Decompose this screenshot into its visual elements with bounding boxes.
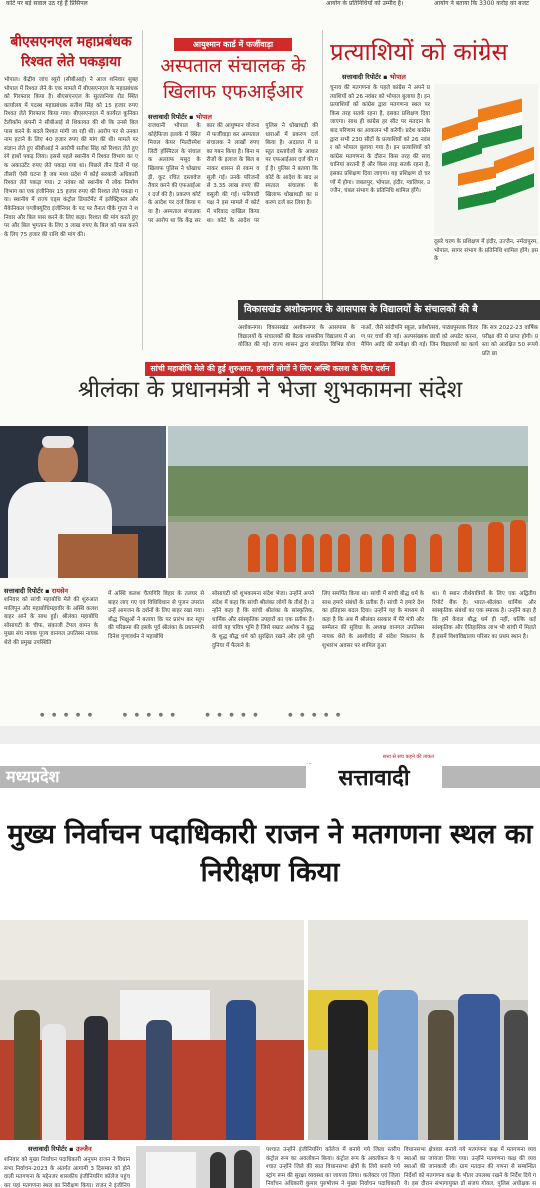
section-label: मध्यप्रदेश bbox=[6, 767, 60, 786]
election-headline: मुख्य निर्वाचन पदाधिकारी राजन ने मतगणना स्थल का निरीक्षण किया bbox=[7, 819, 533, 888]
sanchi-kicker: सांची महाबोधि मेले की हुई शुरुआत, हजारों लोगों ने लिए अस्थि कलश के किए दर्शन bbox=[145, 362, 396, 376]
top-strip-left: कोर्ट पर बड़े सवाल उठ रहे हैं प्रिंसिपल bbox=[6, 0, 88, 7]
sanchi-byline: सत्तावादी रिपोर्टर ▪ रायसेन bbox=[4, 587, 68, 595]
inspection-photo-2 bbox=[308, 920, 528, 1140]
story-school-right: कि सत्र 2022-23 वार्षिक परीक्षा की से प्राप्त होगी। प्रस्ता को आरक्षित 50 रूपये प्रति छा bbox=[482, 325, 538, 357]
sanchi-col-4: लिए समर्पित किया था। सांची में सांची बौद्ध धर्म के साथ हमारे संबंधों के प्रतीक हैं। सांची ने हमारे देश का इतिहास बदल दिया। उन्होंने यह के माध्यम से कहा है कि अब मैं श्रीलंका सरकार में मेरे मंत्री और सम्मेलन की सुविधा के अध्यक्ष वानगल उपतिस्स नायक थेरो के आशीर्वाद से संदेश निकलन के शुभारंभ अवसर पर शामिल हुआ bbox=[322, 591, 424, 649]
story-school-body: अशोकनगर। विकासखंड अशोकनगर के आसपास के विद्यालयों के संचालकों की बैठक शासकीय विद्यालय में आयोजित की गई। राज्य शासन द्वारा संचालित विभिन्न योजनाओं, जैसे सांदीपनि स्कूल, प्रवेशोत्सव, पाठ्यपुस्तक वितरण पर चर्चा की गई। अल्पसंख्यक छात्रों को अपडेट करना, मैपिंग आदि की समीक्षा की गई। जिन विद्यालयों का कार्य bbox=[238, 325, 478, 349]
story-congress-headline: प्रत्याशियों को कांग्रेस bbox=[330, 38, 508, 66]
election-byline: सत्तावादी रिपोर्टर ▪ उज्जैन bbox=[28, 1145, 92, 1153]
sanchi-kicker-wrap bbox=[0, 356, 540, 373]
newspaper-page-2 bbox=[0, 744, 540, 1188]
inspection-photo-1 bbox=[0, 920, 304, 1140]
story-ayushman bbox=[148, 38, 318, 105]
story-ayushman-byline: सत्तावादी रिपोर्टर ▪ भोपाल bbox=[148, 113, 212, 121]
story-ayushman-kicker: आयुश्मान कार्ड में फर्जीवाड़ा bbox=[174, 38, 292, 51]
sanchi-col-3: सोसायटी को शुभकामना संदेश भेजा। उन्होंने अपने संदेश में कहा कि सांची श्रीलंका लोगों के तीर्थ है। उन्होंने कहा है कि सांची श्रीलंका के सांस्कृतिक, धार्मिक और सांस्कृतिक उपहारों का एक प्रतीक है। सांची यह पवित्र भूमि है जिसे सम्राट अशोक ने बुद्ध के शुद्ध बौद्ध धर्म को सुरक्षित रखने और इसे पूरी दुनिया में फैलाने के bbox=[212, 591, 314, 649]
sanchi-headline: श्रीलंका के प्रधानमंत्री ने भेजा शुभकामना संदेश bbox=[77, 377, 463, 403]
sanchi-col-1: शनिवार को सांची महाबोधि मेले की शुरुआत मालिपुन और महाबोधिमहावीर के अस्थि कलश बाहर आने के साथ हुई। श्रीलंका महाबोधि सोसायटी के चीफ, संकाजी टेंपल वामन के मुख्य संघ नायक पूज्य वानगल उपतिस्स नायक थेरो की प्रमुख उपस्थिति bbox=[4, 597, 98, 646]
inspection-photo-3 bbox=[136, 1146, 260, 1188]
story-ayushman-headline: अस्पताल संचालक के खिलाफ एफआईआर bbox=[160, 55, 306, 103]
column-divider-2 bbox=[322, 30, 323, 320]
column-divider bbox=[142, 30, 143, 350]
top-strip-right-1: आयोग के प्रतिनिधियों को उम्मीद है। bbox=[326, 0, 404, 7]
registration-dots: ● ● ● ● ● ● ● ● ● ● ● ● ● ● ● ● ● ● ● ● bbox=[40, 712, 344, 718]
story-bsnl-body: भोपाल। केंद्रीय जांच ब्यूरो (सीबीआई) ने आज शनिवार सुबह भोपाल में रिश्वत लेने के एक मामले में बीएसएनएल के महाप्रबंधक को गिरफ्तार किया है। बीएसएनएल के सुल्तानिया रोड स्थित कार्यालय में पदस्थ महाप्रबंधक सतीश सिंह को 15 हजार रुपए रिश्वत लेते गिरफ्तार किया गया। बीएसएनएल में कार्यरत कुनिका टेलीकॉम कंपनी ने सीबीआई से शिकायत की थी कि उनसे बिल पास करने के बदले रिश्वत मांगी जा रही थी। आरोप पर से उनका नाम हटाने के लिए 40 हजार रुपए की मांग की थी। मामले पर संज्ञान लेते हुए सीबीआई ने आरोपी सतीश सिंह को रिश्वत लेते हुए रंगे हाथों पकड़ लिया। इससे पहले स्थानीय में रिश्वत विभाग का एक अकाउंटेंट रुपए लेते पकड़ा गया था। पिछले तीन दिनों में यह तीसरी ऐसी घटना है जब मध्य प्रदेश में कोई सरकारी अधिकारी रिश्वत लेते पकड़ा गया। 2 नवंबर को स्थानीय में लोक निर्माण विभाग का एक इंजीनियर 15 हजार रुपए की रिश्वत लेते पकड़ा गया। स्थानीय में राज्य एड्स कंट्रोल डिपार्टमेंट में इलेक्ट्रिकल और मैकेनिकल एग्जीक्यूटिव इंजीनियर के पद पर तैनात पीके गुप्ता ने शनिवार और बिल पास करने के लिए कहा। रिश्वत की मांग करते हुए पर और बिल भुगतान के लिए 3 लाख रुपए के बिल को पास करने के लिए 75 हजार की राशि की मांग की। bbox=[4, 77, 138, 238]
story-ayushman-body: राजधानी भोपाल के कोहेफिजा इलाके में स्थित मित्तल केयर मिल्टीस्पेशलिटी हॉस्पिटल के संचालक अल्ताफ मसूद के खिलाफ पुलिस ने धोखाधड़ी, कूट रचित दस्तावेज तैयार करने की एफआईआर दर्ज की है। प्रकरण कोर्ट के आदेश पर दर्ज किया गया है। अस्पताल संचालक पर आरोप था कि केंद्र सरकार की आयुष्मान योजना में फर्जीवाड़ा कर अस्पताल संचालक ने लाखों रुपए का गबन किया है। बिना मरीजों के इलाज के बिल बनाकर शासन से रकम वसूली गई। उनके परिजनों से 3.35 लाख रुपए की वसूली की गई। फरियादी पक्ष ने इस मामले में कोर्ट में परिवाद दाखिल किया था। कोर्ट के आदेश पर पुलिस ने धोखाधड़ी की धाराओं में प्रकरण दर्ज किया है। अदालत में प्रस्तुत दस्तावेजों के आधार पर एफआईआर दर्ज की गई है। पुलिस ने बताया कि कोर्ट के आदेश के बाद अस्पताल संचालक के खिलाफ धोखाधड़ी का प्रकरण दर्ज कर लिया है। bbox=[148, 123, 318, 224]
congress-flags-photo bbox=[434, 84, 538, 236]
election-col-1: शनिवार को मुख्य निर्वाचन पदाधिकारी अनुपम राजन ने विधानसभा निर्वाचन-2023 के अंतर्गत आगामी 3 दिसम्बर को होने वाली मतगणना के मद्देनजर शासकीय इंजीनियरिंग कॉलेज पहुंचकर यहां मतगणना स्थल का निरीक्षण किया। राजन ने इंजीनिय bbox=[4, 1157, 130, 1188]
sri-lanka-pm-photo bbox=[0, 426, 166, 578]
story-bsnl bbox=[4, 32, 138, 326]
section-band bbox=[0, 766, 540, 788]
election-col-4: विधानसभा क्षेत्रवार बनाये गये मतगणना कक्ष में मतगणना व्यवस्थाओं का जायजा लिया गया। उन्होंने मतगणना कक्ष की व्यवस्थाओं की जानकारी ली। ग्राम मतदान की गणना से सम्बन्धित निर्देशों को मतगणना कक्ष के भीतर उपलब्ध रखने के निर्देश दिये गये। इस दौरान संभागायुक्त डॉ संजय गोयल, पुलिस अधीक्षक स bbox=[404, 1147, 536, 1188]
story-congress-body2: दूसरे चरण के प्रशिक्षण में इंदौर, उज्जैन, नर्मदापुरम, भोपाल, सागर संभाग के प्रतिनिधि शामिल होंगे। इसके bbox=[434, 239, 538, 263]
masthead-tagline: सत्ता से सच कहने की ताकत bbox=[382, 754, 434, 760]
masthead-box bbox=[306, 764, 442, 792]
election-col-3: पश्चात उन्होंने इंजीनियरिंग कॉलेज में बनाये गये जिला स्तरीय कंट्रोल रूम का अवलोकन किया। कंट्रोल रूम के अवलोकन के पश्चात उन्होंने जिले की सात विधानसभा क्षेत्रों के लिये बनाये गये स्ट्रांग रूम की सुरक्षा व्यवस्था का जायजा लिया। कलेक्टर एवं जिला निर्वाचन अधिकारी कुमार पुरुषोत्तम ने मुख्य निर्वाचन पदाधिकारी bbox=[266, 1147, 400, 1188]
sanchi-procession-photo bbox=[168, 426, 528, 578]
story-congress-byline: सत्तावादी रिपोर्टर ▪ भोपाल bbox=[342, 73, 406, 81]
masthead-name: सत्तावादी bbox=[338, 766, 410, 791]
story-congress-body: चुनाव की मतगणना के पहले कांग्रेस ने अपने प्रत्याशियों को 26 नवंबर को भोपाल बुलाया है। इन प्रत्याशियों को कांग्रेस द्वारा मतगणना स्थल पर किस तरह सतर्क रहना है, इसका प्रशिक्षण दिया जाएगा। साथ ही कांग्रेस हर सीट पर मतदान के बाद परिणाम का आकलन भी करेगी। प्रदेश कांग्रेस द्वारा सभी 230 सीटों के प्रत्याशियों को 26 नवंबर को भोपाल बुलाया गया है। इन प्रत्याशियों को कांग्रेस मतगणना के दौरान किस तरह की सावधानियां बरतनी हैं और किस तरह सतर्क रहना है, इसका प्रशिक्षण दिया जाएगा। यह प्रशिक्षण दो चरणों में होगा। जबलपुर, भोपाल, इंदौर, ग्वालियर, उज्जैन, चंबल संभाग के प्रतिनिधि शामिल होंगे। bbox=[330, 85, 430, 195]
sanchi-col-2: में अस्थि कलश चैत्यगिरि विहार के तलघर से बाहर लाए गए एवं विधिविधान से पूजन उपरांत उन्हें आमजन के दर्शनों के लिए बाहर रखा गया। बौद्ध भिक्षुओं ने बताया कि पर प्रारंभ कर स्तूप की परिक्रमा की इसके पूर्व श्रीलंका के प्रधानमंत्री दिनेश गुणावर्धन ने महाबोधि bbox=[108, 591, 204, 640]
story-bsnl-headline: बीएसएनएल महाप्रबंधक रिश्वत लेते पकड़ाया bbox=[10, 34, 132, 70]
sanchi-col-5: था। ये स्थान तीर्थयात्रियों के लिए एक अद्वितीय रिपोर्ट बैंक है। भारत-श्रीलंका धार्मिक और सांस्कृतिक संबंधों का एक स्मारक है। उन्होंने कहा है कि हमें केवल बौद्ध धर्म ही नहीं, बल्कि कई सांस्कृतिक और ऐतिहासिक लाभ भी सांची में मिलते हैं इसमें विश्वविद्यालय परिसर का प्रथम स्थान है। bbox=[432, 591, 536, 640]
story-school-headline: विकासखंड अशोकनगर के आसपास के विद्यालयों के संचालकों की बै bbox=[238, 300, 540, 320]
top-strip-right-2: आयोग ने बताया कि 3300 करोड़ का बजट bbox=[434, 0, 529, 7]
